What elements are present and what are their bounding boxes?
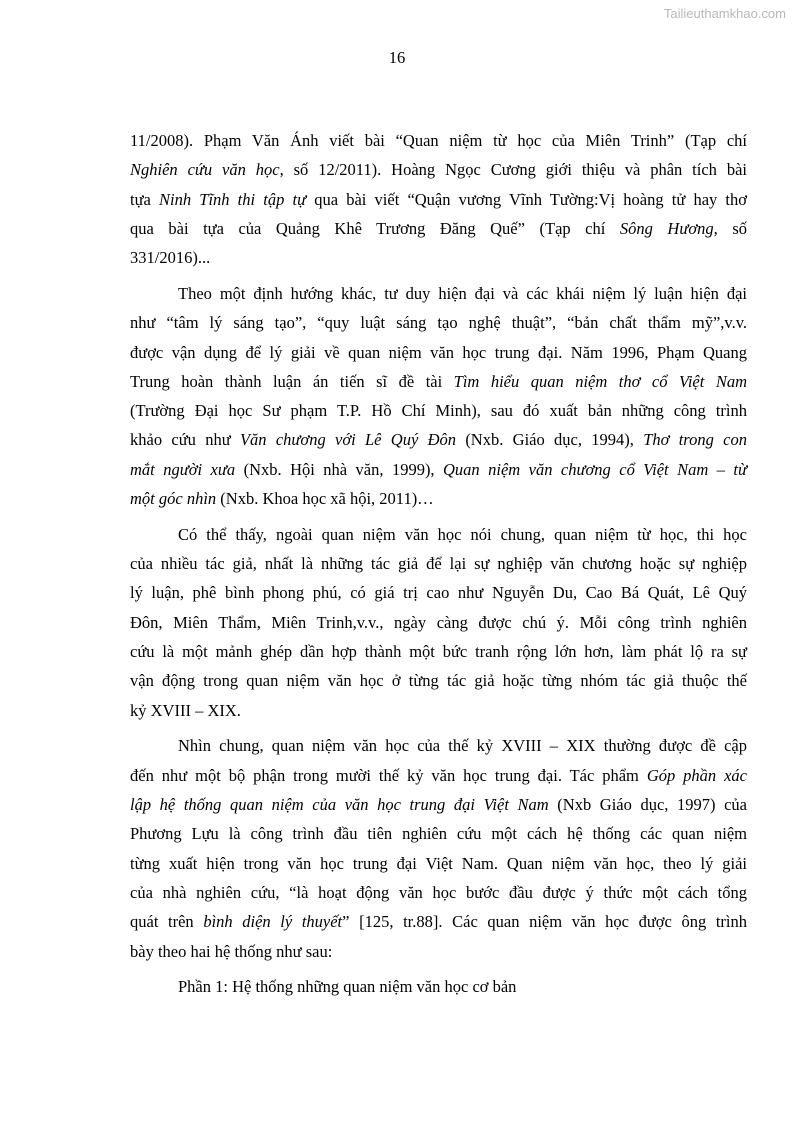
text-segment: Nhìn chung, quan niệm văn học của thế kỷ XVIII – XIX thường được đề cập — [178, 736, 747, 756]
document-body — [130, 126, 747, 1008]
text-line — [130, 578, 747, 607]
text-segment: (Nxb. Khoa học xã hội, 2011)… — [216, 489, 434, 509]
italic-title: lập hệ thống quan niệm của văn học trung đại Việt Nam — [130, 795, 549, 815]
text-segment: (Nxb Giáo dục, 1997) của — [548, 795, 747, 815]
text-segment: Theo một định hướng khác, tư duy hiện đại và các khái niệm lý luận hiện đại — [178, 283, 747, 303]
text-segment: khảo cứu như — [130, 430, 240, 450]
paragraph — [130, 731, 747, 965]
text-line — [130, 367, 747, 396]
text-segment: Trung hoàn thành luận án tiến sĩ đề tài — [130, 371, 454, 391]
text-segment: của nhiều tác giả, nhất là những tác giả để lại sự nghiệp văn chương hoặc sự nghiệp — [130, 554, 747, 574]
text-line — [130, 637, 747, 666]
text-line — [130, 484, 747, 513]
text-segment: qua bài viết “Quận vương Vĩnh Tường:Vị hoàng tử hay thơ — [306, 189, 747, 209]
text-segment: , số 12/2011). Hoàng Ngọc Cương giới thiệu và phân tích bài — [279, 160, 747, 180]
text-segment: , số — [713, 218, 747, 238]
text-segment: bày theo hai hệ thống như sau: — [130, 941, 333, 961]
italic-title: Văn chương với Lê Quý Đôn — [239, 430, 457, 450]
watermark: Tailieuthamkhao.com — [663, 6, 786, 21]
italic-title: Tìm hiểu quan niệm thơ cổ Việt Nam — [453, 371, 747, 391]
text-segment: tựa — [130, 189, 160, 209]
text-line — [130, 549, 747, 578]
paragraph — [130, 972, 747, 1001]
text-line — [130, 666, 747, 695]
text-segment: Có thể thấy, ngoài quan niệm văn học nói chung, quan niệm từ học, thi học — [178, 524, 747, 544]
text-segment: Phần 1: Hệ thống những quan niệm văn học cơ bản — [178, 977, 517, 997]
text-line — [130, 907, 747, 936]
italic-title: Quan niệm văn chương cổ Việt Nam – từ — [443, 459, 747, 479]
text-line — [130, 185, 747, 214]
italic-title: mắt người xưa — [130, 459, 236, 479]
text-line — [130, 696, 747, 725]
text-line — [130, 849, 747, 878]
text-line — [130, 937, 747, 966]
text-line — [130, 608, 747, 637]
text-segment: Đôn, Miên Thẩm, Miên Trinh,v.v., ngày càng được chú ý. Mỗi công trình nghiên — [130, 612, 747, 632]
page-number: 16 — [388, 48, 406, 67]
text-line — [130, 279, 747, 308]
text-line — [130, 761, 747, 790]
text-segment: của nhà nghiên cứu, “là hoạt động văn học bước đầu được ý thức một cách tổng — [130, 882, 747, 902]
text-line — [130, 455, 747, 484]
text-segment: ” [125, tr.88]. Các quan niệm văn học được ông trình — [342, 912, 748, 932]
text-segment: đến như một bộ phận trong mười thế kỷ văn học trung đại. Tác phẩm — [130, 765, 647, 785]
text-line — [130, 819, 747, 848]
text-segment: cứu là một mảnh ghép dần hợp thành một bức tranh rộng lớn hơn, làm phát lộ ra sự — [130, 642, 747, 662]
text-line — [130, 878, 747, 907]
text-line — [130, 126, 747, 155]
paragraph — [130, 520, 747, 725]
text-segment: từng xuất hiện trong văn học trung đại Việt Nam. Quan niệm văn học, theo lý giải — [130, 853, 747, 873]
italic-title: Nghiên cứu văn học — [130, 160, 280, 180]
text-line — [130, 155, 747, 184]
italic-title: Ninh Tĩnh thi tập tự — [159, 189, 307, 209]
italic-title: bình diện lý thuyết — [203, 912, 343, 932]
text-segment: (Nxb. Giáo dục, 1994), — [456, 430, 644, 450]
text-segment: lý luận, phê bình phong phú, có giá trị cao như Nguyễn Du, Cao Bá Quát, Lê Quý — [130, 583, 747, 603]
text-line — [130, 790, 747, 819]
text-line — [130, 731, 747, 760]
text-segment: vận động trong quan niệm văn học ở từng tác giả hoặc từng nhóm tác giả thuộc thế — [130, 671, 747, 691]
text-line — [130, 396, 747, 425]
paragraph — [130, 126, 747, 272]
text-segment: (Nxb. Hội nhà văn, 1999), — [235, 459, 444, 479]
text-segment: (Trường Đại học Sư phạm T.P. Hồ Chí Minh), sau đó xuất bản những công trình — [130, 401, 747, 421]
text-segment: như “tâm lý sáng tạo”, “quy luật sáng tạo nghệ thuật”, “bản chất thẩm mỹ”,v.v. — [130, 313, 747, 333]
text-segment: được vận dụng để lý giải về quan niệm văn học trung đại. Năm 1996, Phạm Quang — [130, 342, 747, 362]
paragraph — [130, 279, 747, 513]
italic-title: Thơ trong con — [643, 430, 747, 450]
text-segment: kỷ XVIII – XIX. — [130, 700, 241, 720]
text-line — [130, 308, 747, 337]
text-segment: qua bài tựa của Quảng Khê Trương Đăng Quế” (Tạp chí — [130, 218, 620, 238]
text-segment: 11/2008). Phạm Văn Ánh viết bài “Quan niệm từ học của Miên Trinh” (Tạp chí — [130, 131, 747, 150]
text-line — [130, 338, 747, 367]
text-segment: Phương Lựu là công trình đầu tiên nghiên cứu một cách hệ thống các quan niệm — [130, 824, 747, 844]
text-line — [130, 520, 747, 549]
text-segment: quát trên — [130, 912, 204, 932]
text-line — [130, 425, 747, 454]
text-line — [130, 214, 747, 243]
italic-title: Góp phần xác — [646, 765, 747, 785]
italic-title: Sông Hương — [619, 218, 714, 238]
text-line — [130, 243, 747, 272]
italic-title: một góc nhìn — [130, 489, 217, 509]
text-segment: 331/2016)... — [130, 248, 211, 268]
text-line — [130, 972, 747, 1001]
